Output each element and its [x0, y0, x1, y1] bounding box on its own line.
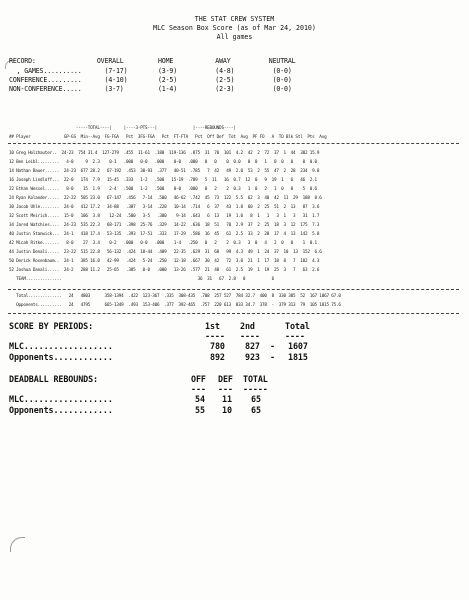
- deadball-col-total: TOTAL: [243, 374, 268, 384]
- score-opp-total: 1815: [288, 352, 308, 362]
- report-subtitle: MLC Season Box Score (as of Mar 24, 2010): [153, 24, 316, 32]
- score-dash: ----: [240, 331, 260, 341]
- deadball-opp-off: 55: [195, 405, 205, 415]
- deadball-dash: ---: [191, 384, 206, 394]
- totals-row: Total.............. 24 4803 358-1394 .422 123-367 .335 308-435 .708 257 527 784 32.7 400 8 330 385 52 167 1067 67.0: [9, 294, 341, 299]
- scan-mark: [10, 537, 25, 552]
- stats-column-header: ## Player GP-GS Min--Avg FG-FGA Pct 3FG-FGA Pct FT-FTA Pct Off Def Tot Avg PF FO A TO Blk Stl Pts Avg: [9, 135, 327, 140]
- player-row: 52 Joshua Danali..... 24-2 288 11.2 25-65 .385 0-0 .000 13-26 .577 21 40 61 2.5 19 1 19 25 3 7 63 2.6: [9, 268, 320, 273]
- deadball-col-def: DEF: [218, 374, 233, 384]
- score-dash: ----: [205, 331, 225, 341]
- player-row: 40 Justin Stanwick... 24-1 418 17.4 53-135 .393 17-51 .333 17-29 .586 16 45 61 2.5 33 2 28 17 4 13 142 5.8: [9, 232, 320, 237]
- player-row: 44 Justin Denali..... 23-22 515 22.8 56-132 .424 18-44 .409 22-35 .629 31 68 99 4.3 49 1 24 37 10 13 152 6.6: [9, 250, 322, 255]
- player-row: 10 Greg Holzhauter.. 24-23 754 31.4 127-279 .455 11-61 .180 119-136 .875 31 70 101 4.2 42 2 72 37 1 44 382 15.9: [9, 151, 320, 156]
- player-row: 42 Micah Ritke....... 8-0 27 3.4 0-2 .000 0-0 .000 1-4 .250 0 2 2 0.3 3 0 4 2 0 0 1 0.1: [9, 241, 317, 246]
- score-mlc-1st: 780: [210, 341, 225, 351]
- player-row: 34 Jared Watchies.... 24-23 535 22.3 68-171 .398 25-76 .329 14-22 .636 18 51 70 2.9 37 2 25 18 3 12 175 7.3: [9, 223, 320, 228]
- report-title: THE STAT CREW SYSTEM: [194, 15, 275, 23]
- deadball-mlc-total: 65: [251, 394, 261, 404]
- record-row-non-conference: NON-CONFERENCE..... (3-7) (1-4) (2-3) (0-0): [9, 85, 292, 93]
- score-col-1st: 1st: [205, 321, 220, 331]
- header-rule: [8, 143, 459, 144]
- score-mlc-total: 1607: [288, 341, 308, 351]
- totals-rule: [8, 289, 459, 290]
- score-opp-1st: 892: [210, 352, 225, 362]
- deadball-col-off: OFF: [191, 374, 206, 384]
- record-row-games: , GAMES.......... (7-17) (3-9) (4-8) (0-0): [9, 67, 292, 75]
- score-dash: ----: [285, 331, 305, 341]
- score-opp-label: Opponents............: [9, 352, 113, 362]
- deadball-mlc-off: 54: [195, 394, 205, 404]
- player-row: 12 Ben Leibl......... 4-0 9 2.3 0-1 .000 0-0 .000 0-0 .000 0 0 0 0.0 0 0 1 0 0 0 0 0.0: [9, 160, 317, 165]
- player-row: 32 Scott Meirich..... 15-0 106 3.8 12-24 .500 3-5 .300 9-14 .643 6 13 19 1.0 8 1 1 3 1 3 31 1.7: [9, 214, 320, 219]
- score-mlc-label: MLC..................: [9, 341, 113, 351]
- player-row: 16 Joseph Lindloff... 22-0 174 7.9 15-45 .333 1-2 .500 15-19 .789 5 11 16 0.7 12 0 9 19 1 6 46 2.1: [9, 178, 317, 183]
- player-row: 30 Jacob Uhle........ 24-0 412 17.2 34-88 .387 3-14 .220 10-14 .714 6 37 43 1.8 60 2 25 51 2 13 87 3.6: [9, 205, 320, 210]
- deadball-mlc-label: MLC..................: [9, 394, 113, 404]
- player-row: 50 Derick Rosenbaum.. 24-1 385 16.0 42-99 .424 5-24 .250 12-18 .667 30 42 72 3.0 21 1 17 18 8 7 102 4.3: [9, 259, 320, 264]
- score-col-total: Total: [285, 321, 310, 331]
- deadball-dash: ---: [218, 384, 233, 394]
- bottom-rule: [8, 313, 459, 314]
- player-row: 24 Ryan Kolander..... 22-22 505 23.0 67-147 .456 7-14 .500 46-62 .742 45 73 122 5.5 62 3 40 42 11 29 188 8.6: [9, 196, 322, 201]
- deadball-title: DEADBALL REBOUNDS:: [9, 374, 98, 384]
- record-row-conference: CONFERENCE......... (4-10) (2-5) (2-5) (0-0): [9, 76, 292, 84]
- opponents-row: Opponents.......... 24 4795 665-1349 .493 153-406 .377 392-465 .757 220 613 833 34.7 378 - 379 313 79 105 1815 75.6: [9, 303, 341, 308]
- player-row: 22 Ethan Wessel...... 8-0 15 1.9 2-4 .500 1-2 .500 0-0 .000 0 2 2 0.3 1 0 2 1 0 0 5 0.6: [9, 187, 317, 192]
- deadball-dash: -----: [243, 384, 268, 394]
- score-opp-sep: -: [270, 352, 275, 362]
- score-col-2nd: 2nd: [240, 321, 255, 331]
- team-row: TEAM............... 36 31 67 2.8 0 6: [9, 277, 274, 282]
- deadball-opp-def: 10: [222, 405, 232, 415]
- report-scope: All games: [216, 33, 253, 41]
- record-header: RECORD: OVERALL HOME AWAY NEUTRAL: [9, 57, 296, 65]
- stats-group-header: -----TOTAL----| |----3-PTS---| |----REBOUNDS----|: [9, 126, 236, 131]
- score-mlc-2nd: 827: [245, 341, 260, 351]
- deadball-opp-label: Opponents............: [9, 405, 113, 415]
- score-periods-title: SCORE BY PERIODS:: [9, 321, 94, 331]
- score-mlc-sep: -: [270, 341, 275, 351]
- score-opp-2nd: 923: [245, 352, 260, 362]
- deadball-opp-total: 65: [251, 405, 261, 415]
- deadball-mlc-def: 11: [222, 394, 232, 404]
- player-row: 14 Nathan Bauer...... 24-23 677 28.2 67-192 .453 30-93 .377 40-51 .785 7 42 49 2.0 53 2 55 47 2 28 234 9.8: [9, 169, 320, 174]
